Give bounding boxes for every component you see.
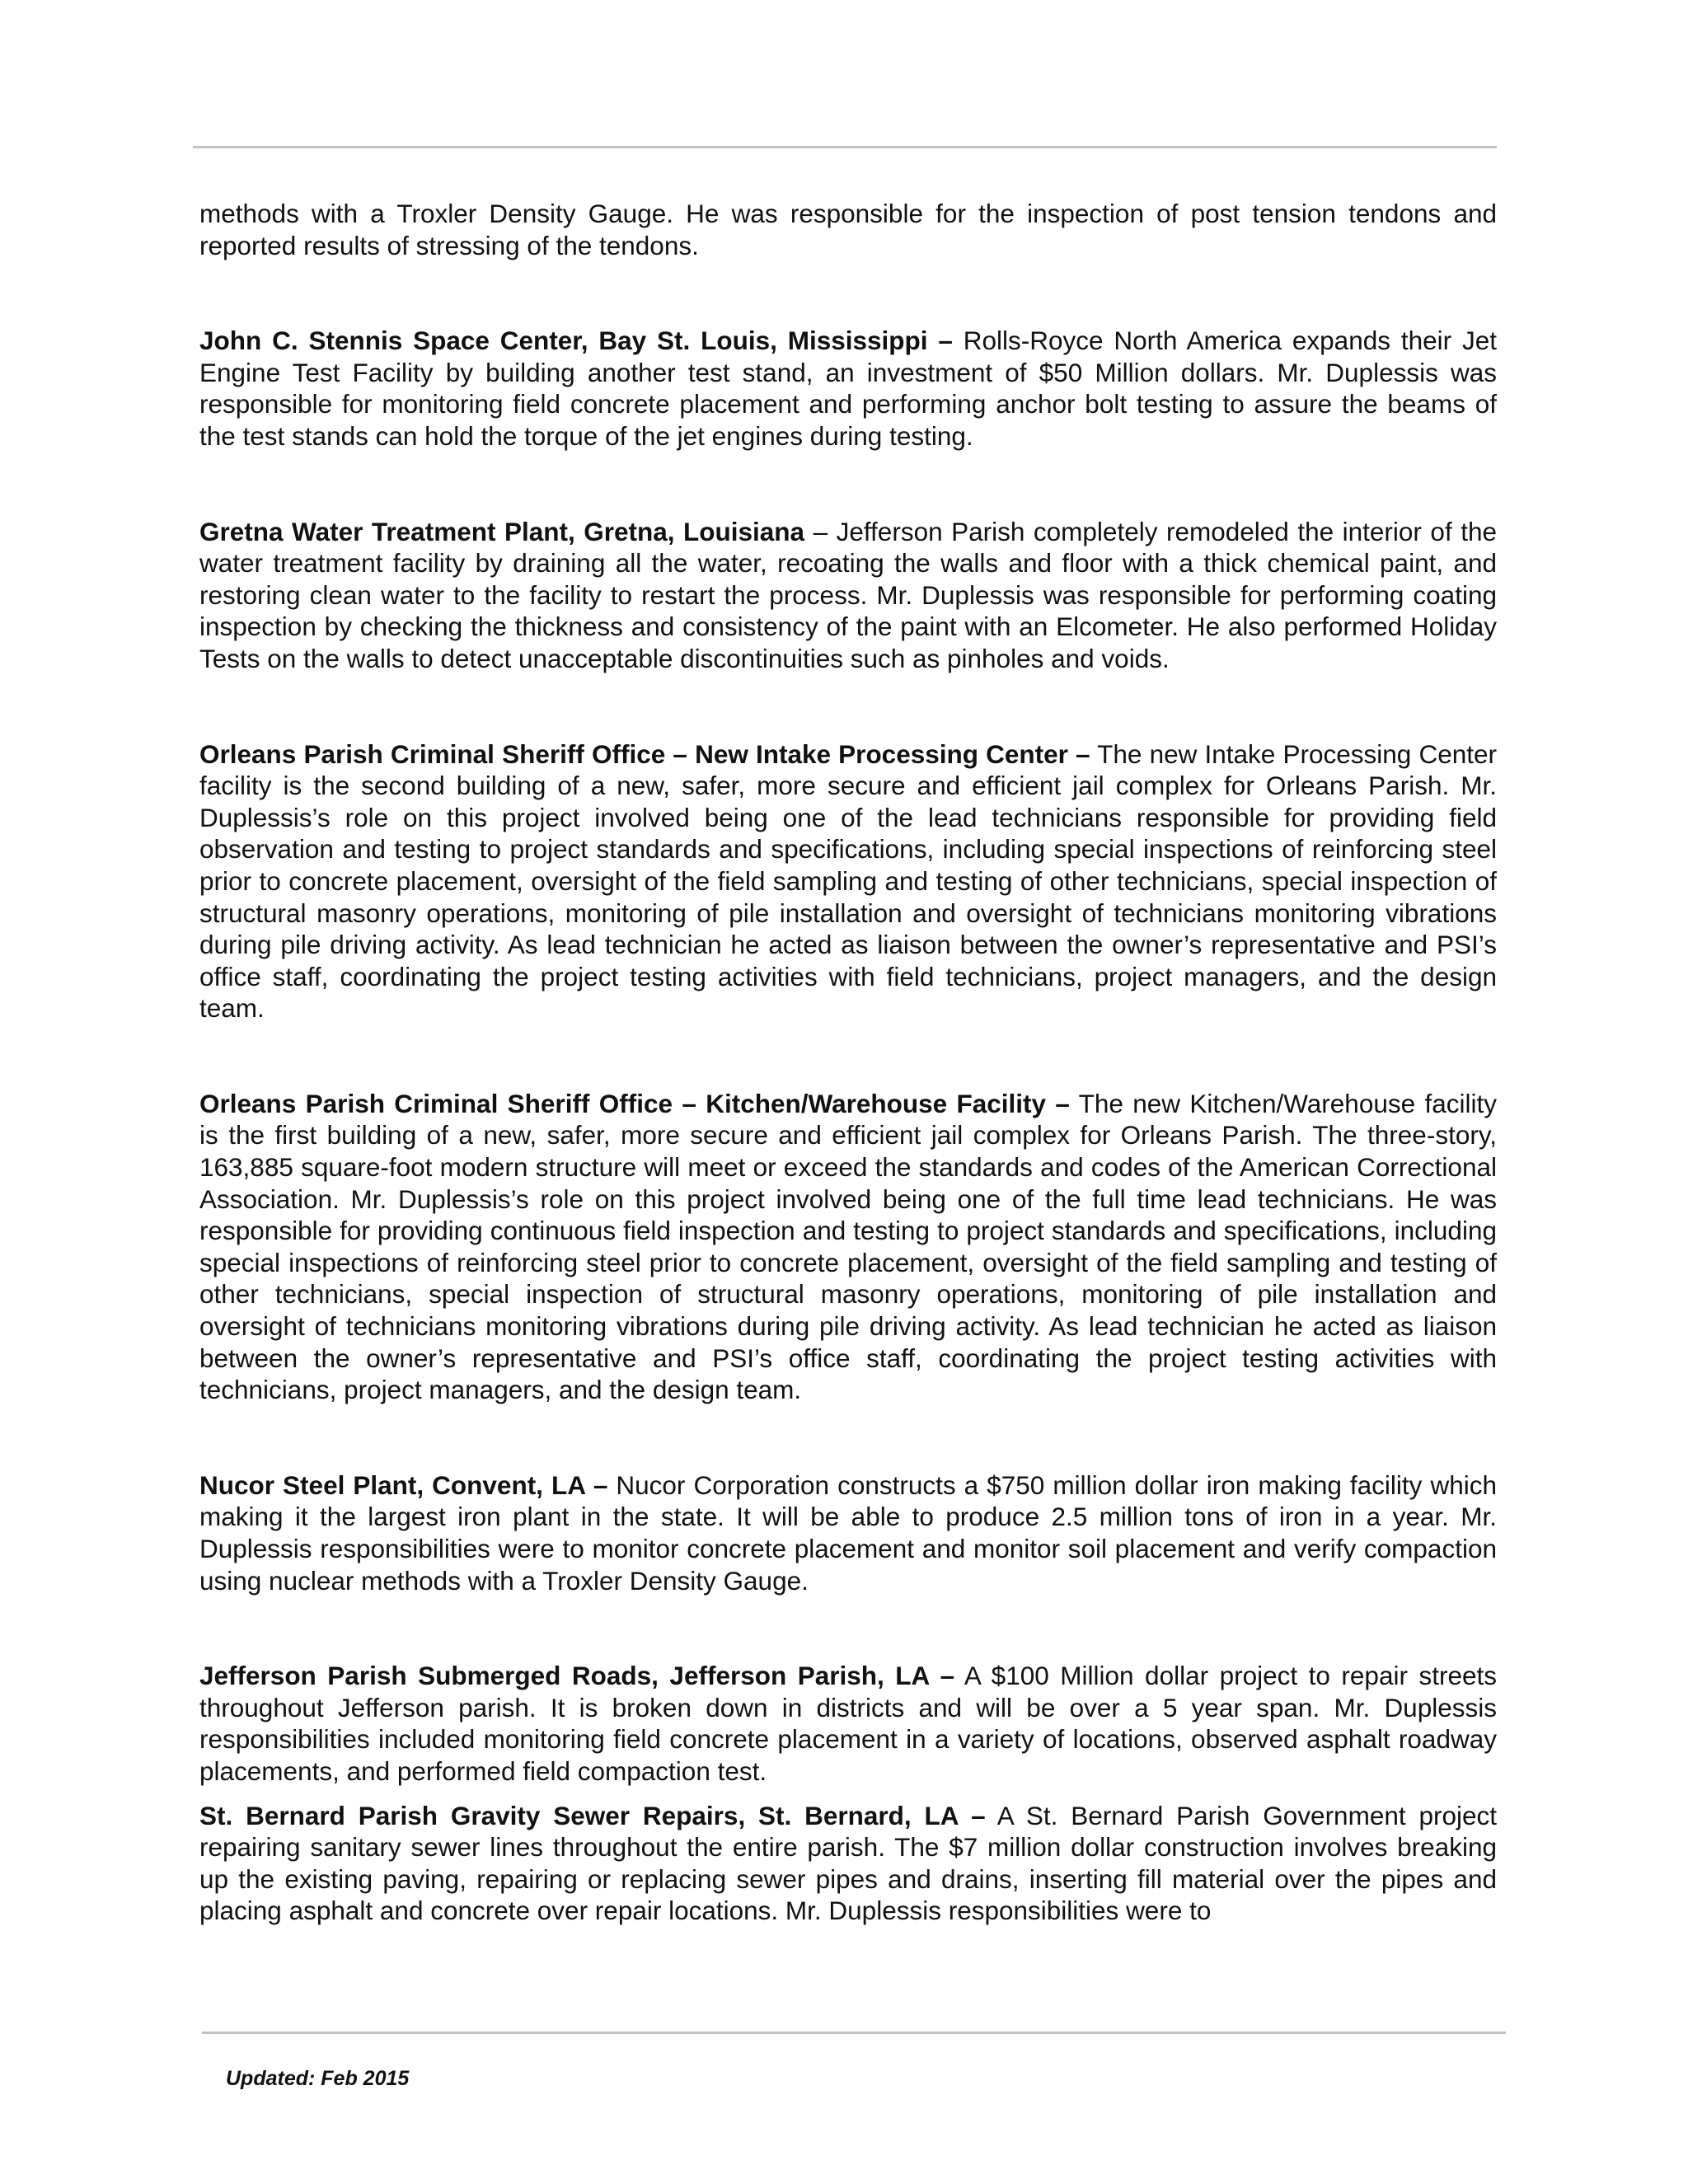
- paragraph-intake-center: [199, 738, 1497, 1024]
- paragraph-heading: Jefferson Parish Submerged Roads, Jefferson Parish, LA –: [199, 1661, 955, 1691]
- paragraph-st-bernard: [199, 1800, 1497, 1927]
- paragraph-text: Rolls-Royce North America expands their Jet Engine Test Facility by building another test stand, an investment of $50 Million dollars. Mr. Duplessis was responsible for monitoring field concrete placement and performing anchor bolt testing to assure the beams of the test stands can hold the torque of the jet engines during testing.: [199, 326, 1497, 451]
- paragraph-heading: St. Bernard Parish Gravity Sewer Repairs, St. Bernard, LA –: [199, 1800, 986, 1830]
- paragraph-text: A $100 Million dollar project to repair streets throughout Jefferson parish. It is broken down in districts and will be over a 5 year span. Mr. Duplessis responsibilities included monitoring field concrete placement in a variety of locations, observed asphalt roadway placements, and performed field compaction test.: [199, 1661, 1497, 1786]
- paragraph-text: – Jefferson Parish completely remodeled the interior of the water treatment facility by draining all the water, recoating the walls and floor with a thick chemical paint, and restoring clean water to the facility to restart the process. Mr. Duplessis was responsible for performing coating inspection by checking the thickness and consistency of the paint with an Elcometer. He also performed Holiday Tests on the walls to detect unacceptable discontinuities such as pinholes and voids.: [199, 516, 1497, 673]
- paragraph-jefferson: [199, 1660, 1497, 1787]
- paragraph-stennis: [199, 325, 1497, 452]
- paragraph-text: The new Kitchen/Warehouse facility is the first building of a new, safer, more secure and efficient jail complex for Orleans Parish. The three-story, 163,885 square-foot modern structure will meet or exceed the standards and codes of the American Correctional Association. Mr. Duplessis’s role on this project involved being one of the full time lead technicians. He was responsible for providing continuous field inspection and testing to project standards and specifications, including special inspections of reinforcing steel prior to concrete placement, oversight of the field sampling and testing of other technicians, special inspection of structural masonry operations, monitoring of pile installation and oversight of technicians monitoring vibrations during pile driving activity. As lead technician he acted as liaison between the owner’s representative and PSI’s office staff, coordinating the project testing activities with technicians, project managers, and the design team.: [199, 1088, 1497, 1405]
- paragraph-text: A St. Bernard Parish Government project repairing sanitary sewer lines throughout the entire parish. The $7 million dollar construction involves breaking up the existing paving, repairing or replacing sewer pipes and drains, inserting fill material over the pipes and placing asphalt and concrete over repair locations. Mr. Duplessis responsibilities were to: [199, 1800, 1497, 1926]
- footer-divider: [202, 2032, 1506, 2034]
- paragraph-heading: Gretna Water Treatment Plant, Gretna, Louisiana: [199, 516, 805, 546]
- paragraph-gretna: [199, 516, 1497, 675]
- paragraph-heading: Nucor Steel Plant, Convent, LA –: [199, 1469, 608, 1500]
- header-divider: [193, 146, 1497, 148]
- paragraph-heading: Orleans Parish Criminal Sheriff Office – Kitchen/Warehouse Facility –: [199, 1088, 1070, 1118]
- paragraph-text: The new Intake Processing Center facility is the second building of a new, safer, more secure and efficient jail complex for Orleans Parish. Mr. Duplessis’s role on this project involved being one of the lead technicians responsible for providing field observation and testing to project standards and specifications, including special inspections of reinforcing steel prior to concrete placement, oversight of the field sampling and testing of other technicians, special inspection of structural masonry operations, monitoring of pile installation and oversight of technicians monitoring vibrations during pile driving activity. As lead technician he acted as liaison between the owner’s representative and PSI’s office staff, coordinating the project testing activities with field technicians, project managers, and the design team.: [199, 738, 1497, 1024]
- paragraph-nucor: [199, 1469, 1497, 1596]
- paragraph-post-tension: [199, 198, 1497, 261]
- paragraph-heading: Orleans Parish Criminal Sheriff Office – New Intake Processing Center –: [199, 738, 1090, 769]
- paragraph-text: methods with a Troxler Density Gauge. He was responsible for the inspection of post tension tendons and reported results of stressing of the tendons.: [199, 199, 1497, 260]
- document-body: [199, 198, 1497, 1927]
- paragraph-kitchen-warehouse: [199, 1088, 1497, 1406]
- paragraph-text: Nucor Corporation constructs a $750 million dollar iron making facility which making it the largest iron plant in the state. It will be able to produce 2.5 million tons of iron in a year. Mr. Duplessis responsibilities were to monitor concrete placement and monitor soil placement and verify compaction using nuclear methods with a Troxler Density Gauge.: [199, 1469, 1497, 1596]
- paragraph-heading: John C. Stennis Space Center, Bay St. Louis, Mississippi –: [199, 326, 953, 356]
- footer-updated-date: Updated: Feb 2015: [226, 2067, 410, 2090]
